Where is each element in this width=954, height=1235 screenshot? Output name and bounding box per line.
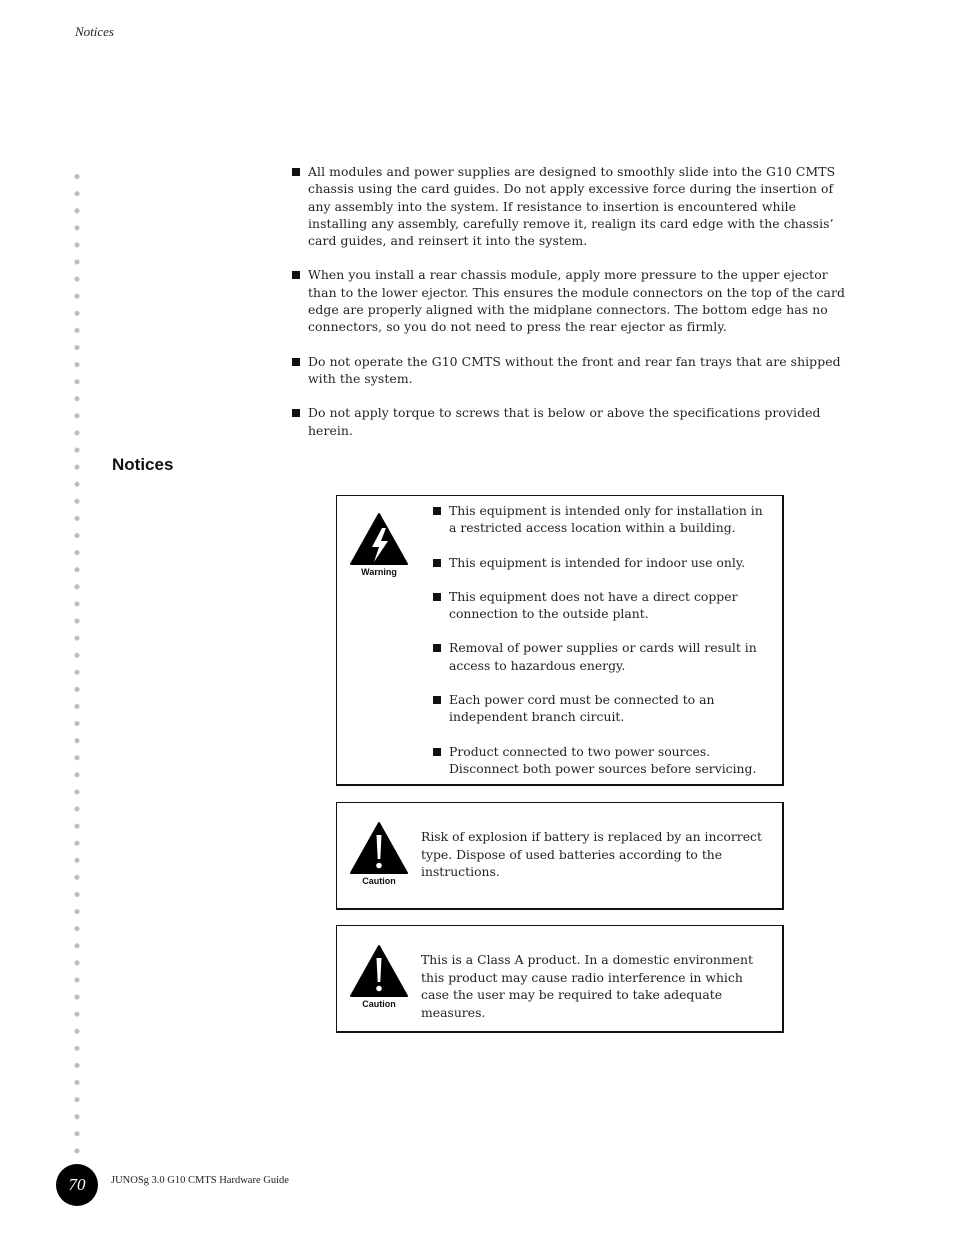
footer-doc-title: JUNOSg 3.0 G10 CMTS Hardware Guide xyxy=(111,1175,289,1186)
section-heading: Notices xyxy=(112,455,174,474)
warning-label: Warning xyxy=(361,567,397,577)
caution-exclamation-icon xyxy=(349,944,409,998)
decorative-dot-rail xyxy=(74,168,80,1158)
caution-icon-group xyxy=(349,821,409,886)
list-item: All modules and power supplies are designed to smoothly slide into the G10 CMTS chassis using the card guides. Do not apply excessive force during the insertion of any assembly into the system. If resistance to insertion is encountered while installing any assembly, carefully remove it, realign its card edge with the chassis’ card guides, and reinsert it into the system. xyxy=(292,163,848,249)
list-item: This equipment does not have a direct copper connection to the outside plant. xyxy=(433,588,773,623)
warning-icon-group xyxy=(349,512,409,577)
caution-icon-group xyxy=(349,944,409,1009)
caution-battery-text: Risk of explosion if battery is replaced by an incorrect type. Dispose of used batteries according to the instructions. xyxy=(421,829,762,879)
warning-list xyxy=(433,502,773,794)
list-item: This equipment is intended only for installation in a restricted access location within a building. xyxy=(433,502,773,537)
caution-label: Caution xyxy=(362,876,396,886)
caution-class-a-box xyxy=(336,925,784,1033)
running-head: Notices xyxy=(75,24,114,39)
caution-exclamation-icon xyxy=(349,821,409,875)
caution-label: Caution xyxy=(362,999,396,1009)
list-item: Do not operate the G10 CMTS without the front and rear fan trays that are shipped with the system. xyxy=(292,353,848,388)
list-item: Product connected to two power sources. Disconnect both power sources before servicing. xyxy=(433,743,773,778)
list-item: Each power cord must be connected to an independent branch circuit. xyxy=(433,691,773,726)
warning-lightning-icon xyxy=(349,512,409,566)
list-item: This equipment is intended for indoor use only. xyxy=(433,554,773,571)
caution-class-a-text: This is a Class A product. In a domestic environment this product may cause radio interference in which case the user may be required to take adequate measures. xyxy=(421,952,753,1020)
list-item: When you install a rear chassis module, apply more pressure to the upper ejector than to the lower ejector. This ensures the module connectors on the top of the card edge are properly aligned with the midplane connectors. The bottom edge has no connectors, so you do not need to press the rear ejector as firmly. xyxy=(292,266,848,335)
warning-notice-box xyxy=(336,495,784,786)
list-item: Removal of power supplies or cards will result in access to hazardous energy. xyxy=(433,639,773,674)
installation-bullet-list xyxy=(292,163,848,456)
caution-battery-box xyxy=(336,802,784,910)
page-number-badge: 70 xyxy=(56,1164,98,1206)
list-item: Do not apply torque to screws that is below or above the specifications provided herein. xyxy=(292,404,848,439)
